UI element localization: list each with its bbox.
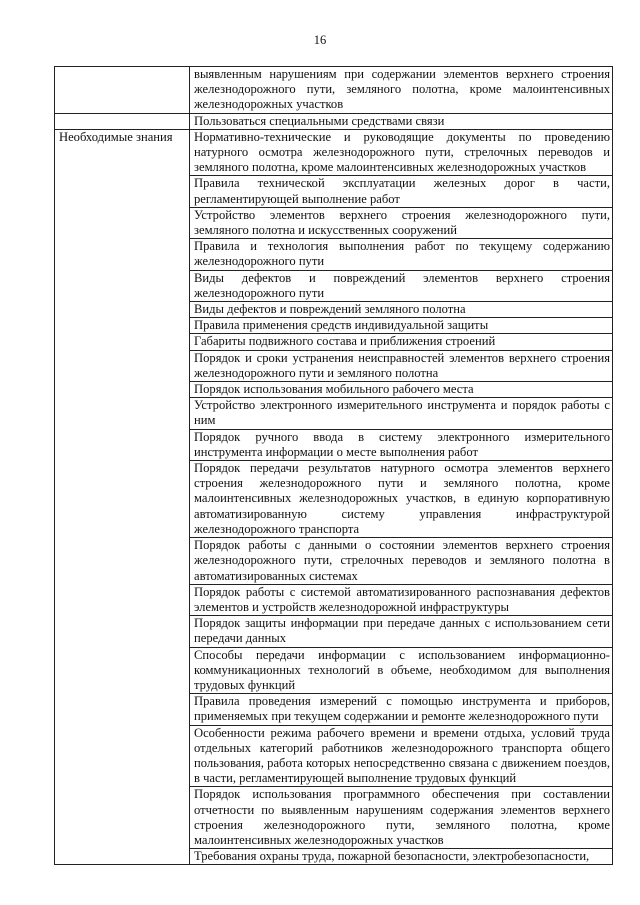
knowledge-item: Устройство электронного измерительного инструмента и порядок работы с ним [190, 398, 613, 429]
knowledge-item: Устройство элементов верхнего строения железнодорожного пути, земляного полотна и искусственных сооружений [190, 207, 613, 238]
knowledge-item: Особенности режима рабочего времени и времени отдыха, условий труда отдельных категорий работников железнодорожного транспорта общего пользования, работа которых непосредственно связана с движением поездов, в части, регламентирующей выполнение трудовых функций [190, 725, 613, 787]
knowledge-table [54, 66, 613, 865]
page-number: 16 [313, 33, 327, 47]
table-row [55, 67, 613, 114]
knowledge-item: Виды дефектов и повреждений земляного полотна [190, 302, 613, 318]
knowledge-item: Виды дефектов и повреждений элементов верхнего строения железнодорожного пути [190, 270, 613, 301]
section-label-knowledge: Необходимые знания [55, 129, 190, 865]
knowledge-item: Порядок и сроки устранения неисправностей элементов верхнего строения железнодорожного пути и земляного полотна [190, 350, 613, 381]
knowledge-item: Порядок работы с системой автоматизированного распознавания дефектов элементов и устройств железнодорожной инфраструктуры [190, 584, 613, 615]
knowledge-item: Правила применения средств индивидуальной защиты [190, 318, 613, 334]
skill-item: Пользоваться специальными средствами связи [190, 113, 613, 129]
empty-label-cell [55, 67, 190, 114]
knowledge-item: Габариты подвижного состава и приближения строений [190, 334, 613, 350]
skill-item: выявленным нарушениям при содержании элементов верхнего строения железнодорожного пути, земляного полотна, кроме малоинтенсивных железнодорожных участков [190, 67, 613, 114]
knowledge-item: Порядок передачи результатов натурного осмотра элементов верхнего строения железнодорожного пути и земляного полотна, кроме малоинтенсивных железнодорожных участков, в единую корпоративную автоматизированную систему управления инфраструктурой железнодорожного транспорта [190, 461, 613, 538]
knowledge-item: Правила и технология выполнения работ по текущему содержанию железнодорожного пути [190, 239, 613, 270]
knowledge-item: Правила проведения измерений с помощью инструмента и приборов, применяемых при текущем содержании и ремонте железнодорожного пути [190, 694, 613, 725]
knowledge-item: Порядок использования мобильного рабочего места [190, 382, 613, 398]
table-row [55, 129, 613, 176]
knowledge-item: Порядок защиты информации при передаче данных с использованием сети передачи данных [190, 616, 613, 647]
knowledge-item: Порядок ручного ввода в систему электронного измерительного инструмента информации о месте выполнения работ [190, 429, 613, 460]
knowledge-item: Нормативно-технические и руководящие документы по проведению натурного осмотра железнодорожного пути, стрелочных переводов и земляного полотна, кроме малоинтенсивных железнодорожных участков [190, 129, 613, 176]
empty-label-cell [55, 113, 190, 129]
knowledge-item: Требования охраны труда, пожарной безопасности, электробезопасности, [190, 849, 613, 865]
knowledge-item: Правила технической эксплуатации железных дорог в части, регламентирующей выполнение работ [190, 176, 613, 207]
knowledge-item: Способы передачи информации с использованием информационно-коммуникационных технологий в объеме, необходимом для выполнения трудовых функций [190, 647, 613, 694]
knowledge-item: Порядок использования программного обеспечения при составлении отчетности по выявленным нарушениям содержания элементов верхнего строения железнодорожного пути, земляного полотна, кроме малоинтенсивных железнодорожных участков [190, 787, 613, 849]
knowledge-item: Порядок работы с данными о состоянии элементов верхнего строения железнодорожного пути, стрелочных переводов и земляного полотна в автоматизированных системах [190, 538, 613, 585]
table-body [55, 67, 613, 865]
table-row [55, 113, 613, 129]
